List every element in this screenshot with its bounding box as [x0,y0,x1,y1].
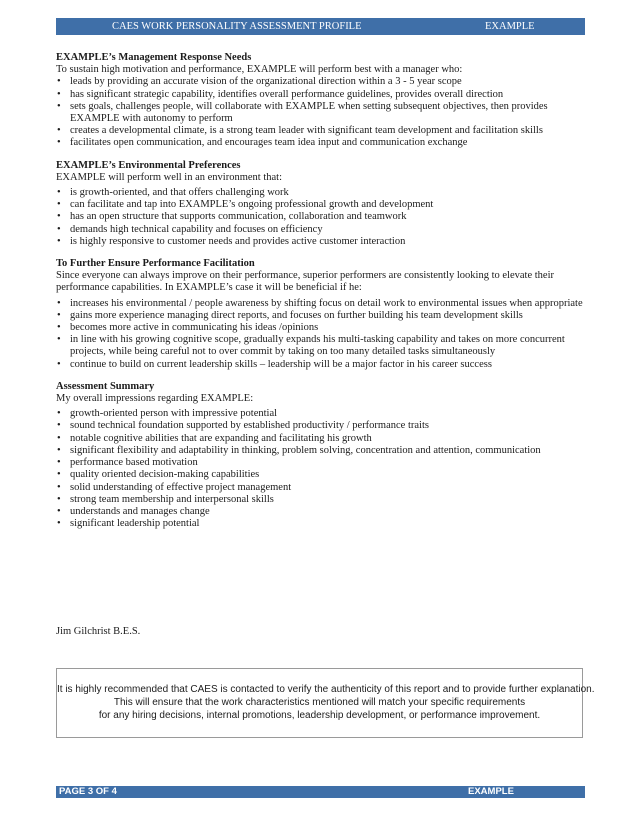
list-item: • understands and manages change [57,505,210,517]
list-item: • in line with his growing cognitive scope, gradually expands his multi-tasking capability and takes on more concurrent projects, while being careful not to over commit by taking on too many detailed tasks simultaneously [57,334,565,358]
bullet-icon: • [57,88,61,100]
footer-subject: EXAMPLE [468,786,514,797]
bullet-icon: • [57,137,61,149]
list-item: • significant leadership potential [57,518,200,530]
list-item: • quality oriented decision-making capabilities [57,469,260,481]
bullet-icon: • [57,309,61,321]
list-item: • solid understanding of effective project management [57,481,292,493]
section-environmental-preferences [56,160,585,248]
bullet-icon: • [57,100,61,112]
bullet-icon: • [57,469,61,481]
list-item: • strong team membership and interpersonal skills [57,493,274,505]
list-item: • becomes more active in communicating his ideas /opinions [57,322,319,334]
list-item: • is growth-oriented, and that offers challenging work [57,187,289,199]
list-item: • is highly responsive to customer needs and provides active customer interaction [57,235,406,247]
footer-bar [56,786,585,798]
bullet-icon: • [57,199,61,211]
section-title: EXAMPLE’s Environmental Preferences [56,159,241,171]
section-intro: EXAMPLE will perform well in an environment that: [56,171,282,183]
bullet-list [56,298,585,371]
bullet-icon: • [57,322,61,334]
bullet-icon: • [57,297,61,309]
header-subject: EXAMPLE [485,21,535,32]
list-item: • growth-oriented person with impressive potential [57,408,278,420]
list-item: • facilitates open communication, and encourages team idea input and communication exchange [57,137,468,149]
list-item: • performance based motivation [57,457,198,469]
list-item: • sound technical foundation supported by established productivity / performance traits [57,420,429,432]
bullet-icon: • [57,408,61,420]
bullet-icon: • [57,505,61,517]
bullet-icon: • [57,211,61,223]
section-title: EXAMPLE’s Management Response Needs [56,52,252,63]
bullet-icon: • [57,481,61,493]
list-item: • sets goals, challenges people, will collaborate with EXAMPLE when setting subsequent objectives, then provides EXAMPLE with autonomy to perform [57,100,548,125]
bullet-icon: • [57,358,61,370]
bullet-icon: • [57,76,61,88]
list-item: • notable cognitive abilities that are expanding and facilitating his growth [57,432,372,444]
bullet-icon: • [57,432,61,444]
verification-notice [56,668,595,738]
bullet-icon: • [57,334,61,346]
bullet-icon: • [57,493,61,505]
bullet-icon: • [57,187,61,199]
section-title: Assessment Summary [56,380,155,392]
header-bar [56,18,585,35]
notice-line: for any hiring decisions, internal promotions, leadership development, or performance improvement. [98,710,541,721]
section-management-needs [56,52,585,150]
section-performance-facilitation [56,258,585,371]
section-title: To Further Ensure Performance Facilitation [56,258,255,270]
section-intro: Since everyone can always improve on their performance, superior performers are consistently looking to elevate their performance capabilities. In EXAMPLE’s case it will be beneficial if he: [56,270,554,294]
bullet-list [56,408,585,530]
list-item: • gains more experience managing direct reports, and focuses on further building his team development skills [57,309,523,321]
bullet-icon: • [57,223,61,235]
list-item: • increases his environmental / people awareness by shifting focus on detail work to environmental issues when appropriate [57,297,583,309]
list-item: • creates a developmental climate, is a strong team leader with significant team development and facilitation skills [57,125,543,137]
bullet-list [56,76,585,149]
bullet-icon: • [57,518,61,530]
bullet-icon: • [57,235,61,247]
bullet-icon: • [57,457,61,469]
page-content [56,52,585,530]
list-item: • has an open structure that supports communication, collaboration and teamwork [57,211,407,223]
list-item: • leads by providing an accurate vision of the organizational direction within a 3 - 5 year scope [57,76,462,88]
bullet-icon: • [57,420,61,432]
signature: Jim Gilchrist B.E.S. [56,626,141,637]
section-intro: My overall impressions regarding EXAMPLE: [56,393,254,405]
bullet-list [56,187,585,248]
list-item: • can facilitate and tap into EXAMPLE’s ongoing professional growth and development [57,199,434,211]
section-assessment-summary [56,381,585,530]
section-intro: To sustain high motivation and performance, EXAMPLE will perform best with a manager who: [56,64,463,76]
bullet-icon: • [57,125,61,137]
list-item: • has significant strategic capability, identifies overall performance guidelines, provides overall direction [57,88,504,100]
notice-line: This will ensure that the work characteristics mentioned will match your specific requirements [113,697,526,708]
bullet-icon: • [57,444,61,456]
notice-line: It is highly recommended that CAES is contacted to verify the authenticity of this report and to provide further explanation. [57,684,595,695]
list-item: • demands high technical capability and focuses on efficiency [57,223,323,235]
document-title: CAES WORK PERSONALITY ASSESSMENT PROFILE [112,21,362,32]
list-item: • continue to build on current leadership skills – leadership will be a major factor in his career success [57,358,492,370]
list-item: • significant flexibility and adaptability in thinking, problem solving, concentration and attention, communication [57,444,541,456]
page-number: PAGE 3 OF 4 [59,786,117,797]
